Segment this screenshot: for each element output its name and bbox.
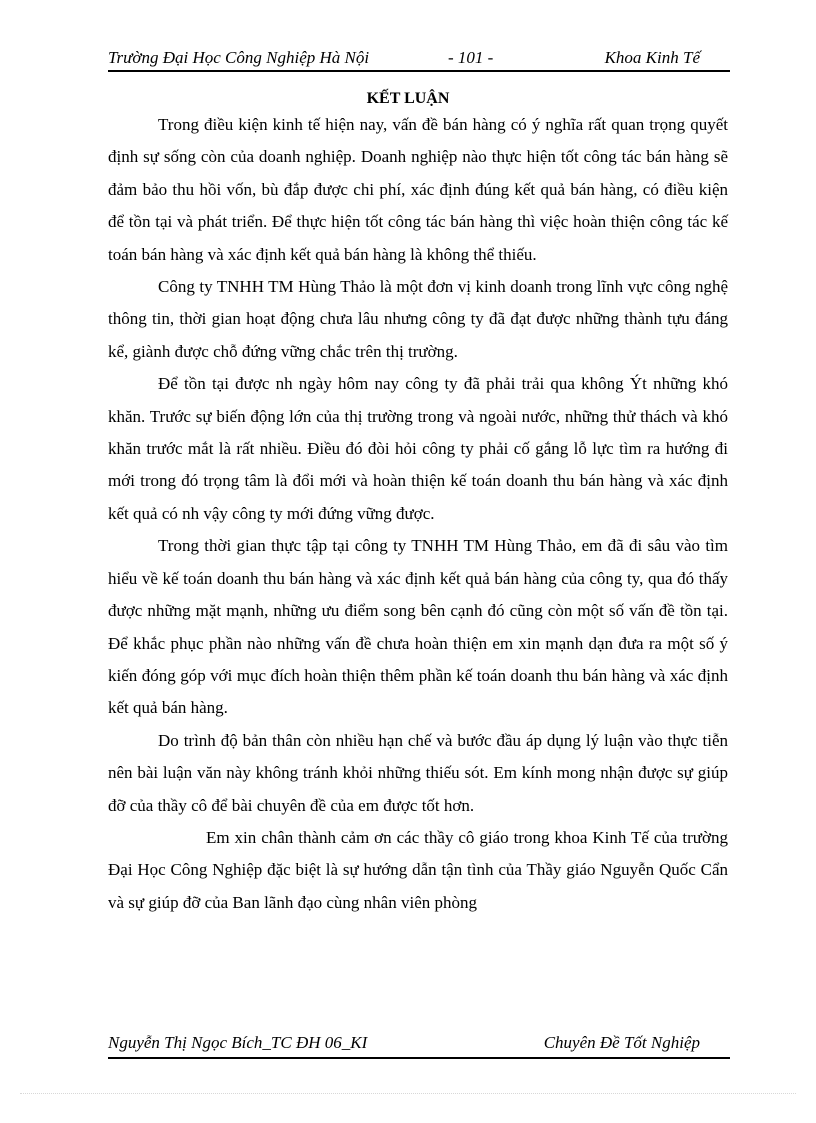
page-footer (108, 1033, 730, 1059)
document-body (108, 109, 728, 919)
header-faculty-name: Khoa Kinh Tế (604, 48, 700, 67)
paragraph-2: Công ty TNHH TM Hùng Thảo là một đơn vị kinh doanh trong lĩnh vực công nghệ thông tin, thời gian hoạt động chưa lâu nhưng công ty đã đạt được những thành tựu đáng kể, giành được chỗ đứng vững chắc trên thị trường. (108, 277, 728, 361)
paragraph-1: Trong điều kiện kinh tế hiện nay, vấn đề bán hàng có ý nghĩa rất quan trọng quyết định sự sống còn của doanh nghiệp. Doanh nghiệp nào thực hiện tốt công tác bán hàng sẽ đảm bảo thu hồi vốn, bù đắp được chi phí, xác định đúng kết quả bán hàng, có điều kiện để tồn tại và phát triển. Để thực hiện tốt công tác bán hàng thì việc hoàn thiện công tác kế toán bán hàng và xác định kết quả bán hàng là không thể thiếu. (108, 115, 728, 264)
page-edge-divider (20, 1093, 796, 1094)
header-school-name: Trường Đại Học Công Nghiệp Hà Nội (108, 48, 370, 67)
paragraph-3: Để tồn tại được nh ngày hôm nay công ty đã phải trải qua không Ýt những khó khăn. Trước sự biến động lớn của thị trường trong và ngoài nước, những thử thách và khó khăn trước mắt là rất nhiều. Điều đó đòi hỏi công ty phải cố gắng lỗ lực tìm ra hướng đi mới trong đó trọng tâm là đổi mới và hoàn thiện kế toán doanh thu bán hàng và xác định kết quả có nh vậy công ty mới đứng vững được. (108, 374, 728, 523)
page-header (108, 46, 730, 72)
header-page-number: - 101 - (448, 48, 494, 67)
document-title: KẾT LUẬN (366, 90, 450, 107)
paragraph-5: Do trình độ bản thân còn nhiều hạn chế và bước đầu áp dụng lý luận vào thực tiễn nên bài luận văn này không tránh khỏi những thiếu sót. Em kính mong nhận được sự giúp đỡ của thầy cô để bài chuyên đề của em được tốt hơn. (108, 730, 728, 815)
paragraph-4: Trong thời gian thực tập tại công ty TNHH TM Hùng Thảo, em đã đi sâu vào tìm hiểu về kế toán doanh thu bán hàng và xác định kết quả bán hàng của công ty, qua đó thấy được những mặt mạnh, những ưu điểm song bên cạnh đó cũng còn một số vấn đề tồn tại. Để khắc phục phần nào những vấn đề chưa hoàn thiện em xin mạnh dạn đưa ra một số ý kiến đóng góp với mục đích hoàn thiện thêm phần kế toán doanh thu bán hàng và xác định kết quả bán hàng. (108, 536, 728, 718)
paragraph-6: Em xin chân thành cảm ơn các thầy cô giáo trong khoa Kinh Tế của trường Đại Học Công Nghiệp đặc biệt là sự hướng dẫn tận tình của Thầy giáo Nguyễn Quốc Cẩn và sự giúp đỡ của Ban lãnh đạo cùng nhân viên phòng (108, 827, 728, 912)
footer-document-type: Chuyên Đề Tốt Nghiệp (543, 1033, 700, 1052)
footer-author: Nguyễn Thị Ngọc Bích_TC ĐH 06_KI (108, 1033, 368, 1052)
